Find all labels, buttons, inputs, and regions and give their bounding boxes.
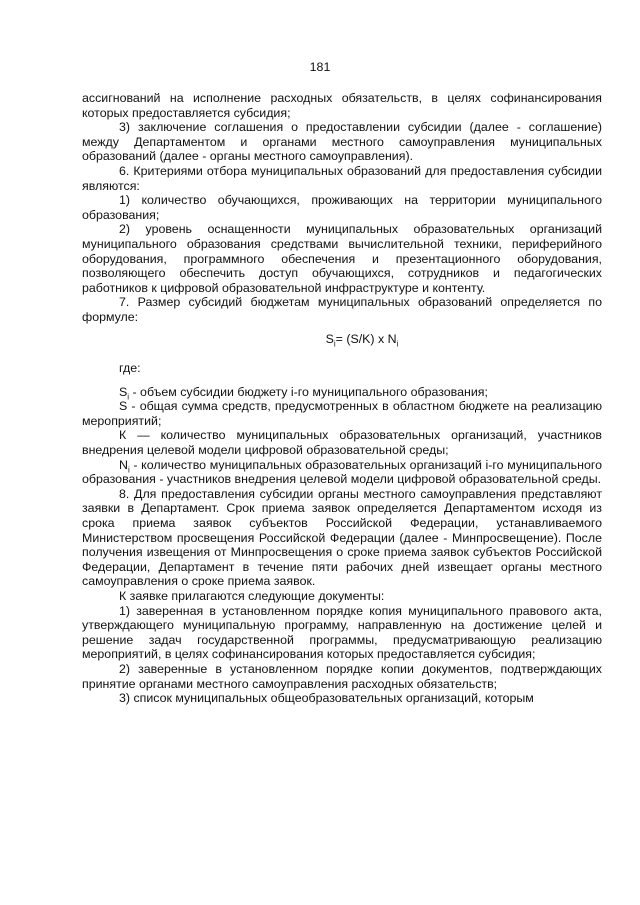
definition-k: К — количество муниципальных образовательных организаций, участников внедрения целевой модели цифровой образовательной среды; bbox=[82, 428, 602, 458]
paragraph: К заявке прилагаются следующие документы: bbox=[119, 589, 385, 603]
definition-ni bbox=[82, 458, 602, 487]
paragraph: 6. Критериями отбора муниципальных образований для предоставления субсидии являются: bbox=[82, 163, 602, 193]
paragraph: 7. Размер субсидий бюджетам муниципальных образований определяется по формуле: bbox=[82, 295, 602, 324]
formula-subscript: i bbox=[333, 338, 336, 348]
document-body bbox=[82, 91, 602, 706]
page-number: 181 bbox=[309, 60, 331, 74]
definition-s: S - общая сумма средств, предусмотренных в областном бюджете на реализацию мероприятий; bbox=[82, 399, 602, 428]
paragraph: 3) заключение соглашения о предоставлении субсидии (далее - соглашение) между Департаментом и органами местного самоуправления муниципальных образований (далее - органы местного самоуправления). bbox=[82, 120, 602, 164]
paragraph: 1) заверенная в установленном порядке копия муниципального правового акта, утверждающего муниципальную программу, направленную на достижение целей и решение задач государственной программы, предусматривающую реализацию мероприятий, в целях софинансирования которых предоставляется субсидия; bbox=[82, 603, 602, 662]
definition-text: - количество муниципальных образовательных организаций i-го муниципального образования - участников внедрения целевой модели цифровой образовательной среды. bbox=[82, 457, 602, 487]
definition-subscript: i bbox=[127, 465, 130, 475]
paragraph: 3) список муниципальных общеобразовательных организаций, которым bbox=[119, 691, 534, 706]
definition-subscript: i bbox=[127, 392, 130, 402]
subsidy-formula bbox=[82, 332, 602, 347]
formula-symbol: S bbox=[325, 331, 334, 346]
definition-symbol: N bbox=[119, 457, 128, 472]
definition-text: - объем субсидии бюджету i-го муниципального образования; bbox=[129, 384, 488, 399]
formula-where-label: где: bbox=[119, 361, 141, 376]
paragraph: 8. Для предоставления субсидии органы местного самоуправления представляют заявки в Департамент. Срок приема заявок определяется Департаментом исходя из срока приема заявок субъектов Российской Федерации, устанавливаемого Министерством просвещения Российской Федерации (далее - Минпросвещение). После получения извещения от Минпросвещения о сроке приема заявок субъектов Российской Федерации, Департамент в течение пяти рабочих дней извещает органы местного самоуправления о сроке приема заявок. bbox=[82, 486, 602, 589]
paragraph: 2) заверенные в установленном порядке копии документов, подтверждающих принятие органами местного самоуправления расходных обязательств; bbox=[82, 661, 602, 691]
definition-si bbox=[82, 385, 602, 400]
paragraph: 1) количество обучающихся, проживающих на территории муниципального образования; bbox=[82, 193, 602, 222]
paragraph: ассигнований на исполнение расходных обязательств, в целях софинансирования которых предоставляется субсидия; bbox=[82, 91, 602, 120]
definition-symbol: S bbox=[119, 384, 128, 399]
formula-subscript: i bbox=[396, 338, 399, 348]
formula-expression: = (S/K) x N bbox=[335, 331, 397, 346]
paragraph: 2) уровень оснащенности муниципальных образовательных организаций муниципального образования средствами вычислительной техники, периферийного оборудования, программного обеспечения и презентационного оборудования, позволяющего обеспечить доступ обучающихся, сотрудников и педагогических работников к цифровой образовательной инфраструктуре и контенту. bbox=[82, 222, 602, 295]
